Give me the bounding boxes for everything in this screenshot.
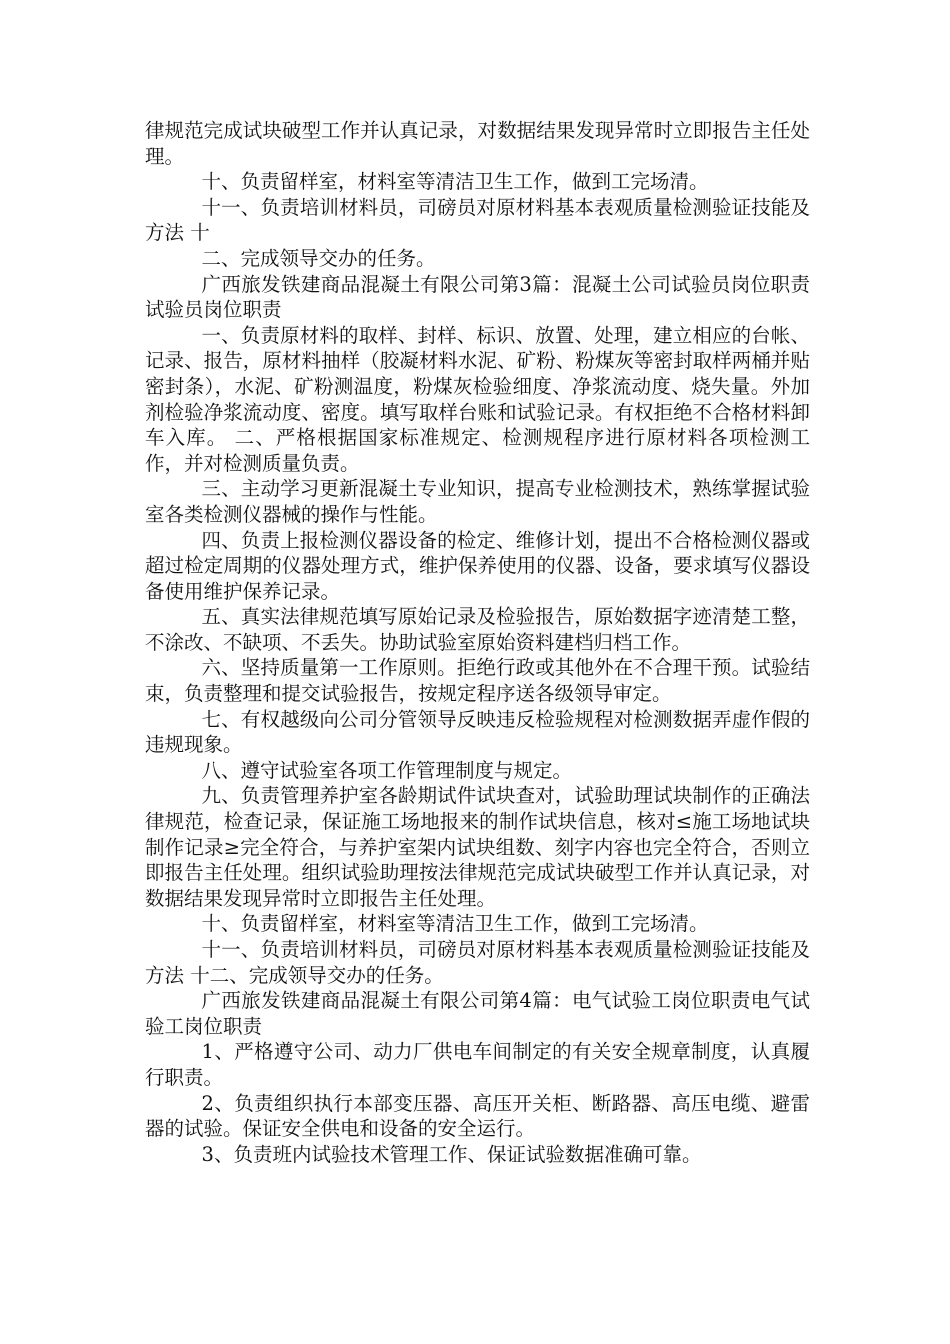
paragraph: 三、主动学习更新混凝土专业知识，提高专业检测技术，熟练掌握试验室各类检测仪器械的操作与性能。 (145, 477, 810, 526)
paragraph: 十一、负责培训材料员，司磅员对原材料基本表观质量检测验证技能及方法 十 (145, 195, 810, 245)
paragraph: 七、有权越级向公司分管领导反映违反检验规程对检测数据弄虚作假的违规现象。 (145, 707, 810, 757)
paragraph: 十、负责留样室，材料室等清洁卫生工作，做到工完场清。 (201, 170, 709, 194)
paragraph: 十、负责留样室，材料室等清洁卫生工作，做到工完场清。 (201, 912, 709, 936)
section-heading: 广西旅发铁建商品混凝土有限公司第3篇：混凝土公司试验员岗位职责试验员岗位职责 (145, 272, 810, 322)
paragraph: 律规范完成试块破型工作并认真记录，对数据结果发现异常时立即报告主任处理。 (145, 119, 810, 168)
paragraph: 五、真实法律规范填写原始记录及检验报告，原始数据字迹清楚工整，不涂改、不缺项、不丢失。协助试验室原始资料建档归档工作。 (145, 605, 810, 654)
paragraph: 3、负责班内试验技术管理工作、保证试验数据准确可靠。 (201, 1142, 702, 1166)
paragraph: 二、完成领导交办的任务。 (201, 246, 436, 270)
paragraph: 六、坚持质量第一工作原则。拒绝行政或其他外在不合理干预。试验结束，负责整理和提交试验报告，按规定程序送各级领导审定。 (145, 656, 810, 706)
paragraph: 1、严格遵守公司、动力厂供电车间制定的有关安全规章制度，认真履行职责。 (145, 1040, 810, 1089)
paragraph: 十一、负责培训材料员，司磅员对原材料基本表观质量检测验证技能及方法 十二、完成领导交办的任务。 (145, 938, 810, 987)
paragraph: 四、负责上报检测仪器设备的检定、维修计划，提出不合格检测仪器或超过检定周期的仪器处理方式，维护保养使用的仪器、设备，要求填写仪器设备使用维护保养记录。 (145, 528, 810, 603)
section-heading: 广西旅发铁建商品混凝土有限公司第4篇：电气试验工岗位职责电气试验工岗位职责 (145, 989, 810, 1038)
paragraph: 2、负责组织执行本部变压器、高压开关柜、断路器、高压电缆、避雷器的试验。保证安全供电和设备的安全运行。 (145, 1091, 810, 1141)
paragraph: 一、负责原材料的取样、封样、标识、放置、处理，建立相应的台帐、记录、报告，原材料抽样（胶凝材料水泥、矿粉、粉煤灰等密封取样两桶并贴密封条），水泥、矿粉测温度，粉煤灰检验细度、净浆流动度、烧失量。外加剂检验净浆流动度、密度。填写取样台账和试验记录。有权拒绝不合格材料卸车入库。 二、严格根据国家标准规定、检测规程序进行原材料各项检测工作，并对检测质量负责。 (145, 323, 810, 475)
paragraph: 八、遵守试验室各项工作管理制度与规定。 (201, 758, 573, 782)
paragraph: 九、负责管理养护室各龄期试件试块查对，试验助理试块制作的正确法律规范，检查记录，保证施工场地报来的制作试块信息，核对≤施工场地试块制作记录≥完全符合，与养护室架内试块组数、刻字内容也完全符合，否则立即报告主任处理。组织试验助理按法律规范完成试块破型工作并认真记录，对数据结果发现异常时立即报告主任处理。 (145, 784, 810, 910)
document-body (145, 118, 810, 1167)
